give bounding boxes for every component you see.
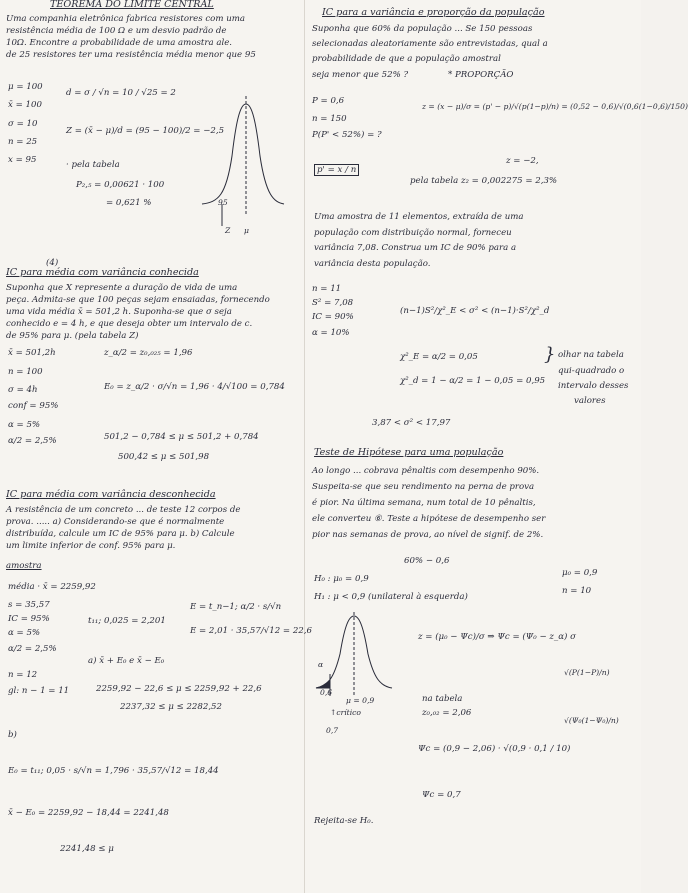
given-value: n = 12 [8,670,38,680]
problem-line: Ao longo ... cobrava pênaltis com desempenho 90%. [312,466,540,476]
formula: 2241,48 ≤ μ [60,844,114,854]
given-value: IC = 95% [8,614,50,624]
hypothesis-h0: H₀ : μ₀ = 0,9 [314,574,369,584]
section-title: IC para média com variância desconhecida [6,489,216,500]
graph-label: 0,6 [320,688,333,697]
problem-line: probabilidade de que a população amostral [312,54,501,64]
section-title: IC para a variância e proporção da população [322,7,545,18]
formula: √(P(1−P)/n) [564,668,610,677]
given-value: n = 10 [562,586,592,596]
proportion-tag: * PROPORÇÃO [448,70,514,80]
problem-line: seja menor que 52% ? [312,70,409,80]
given-value: n = 11 [312,284,342,294]
problem-line: prova. ..... a) Considerando-se que é normalmente [6,517,225,527]
problem-line: população com distribuição normal, forneceu [314,228,512,238]
problem-line: Suponha que X represente a duração de vida de uma [6,283,238,293]
formula: 2259,92 − 22,6 ≤ μ ≤ 2259,92 + 22,6 [96,684,262,694]
given-value: S² = 7,08 [312,298,354,308]
formula: Z = (x̄ − μ)/d = (95 − 100)/2 = −2,5 [66,126,225,136]
problem-line: distribuída, calcule um IC de 95% para μ. b) Calcule [6,529,235,539]
formula: χ²_d = 1 − α/2 = 1 − 0,05 = 0,95 [400,376,546,386]
problem-line: variância desta população. [314,259,431,269]
page-fold [304,0,305,893]
given-value: n = 100 [8,367,43,377]
given-value: n = 150 [312,114,347,124]
given-value: x = 95 [8,155,37,165]
title-tlc: TEOREMA DO LIMITE CENTRAL [50,0,214,10]
graph-label: μ [244,226,249,235]
given-value: α = 5% [8,628,41,638]
formula: 2237,32 ≤ μ ≤ 2282,52 [120,702,222,712]
given-value: α = 10% [312,328,350,338]
brace-note: intervalo desses [558,381,629,391]
problem-line: ele converteu ⑥. Teste a hipótese de desempenho ser [312,514,546,524]
formula: 3,87 < σ² < 17,97 [372,418,451,428]
problem-line: uma vida média x̄ = 501,2 h. Suponha-se que σ seja [6,307,232,317]
hypothesis-curve-sketch [314,604,394,700]
hypothesis-h1: H₁ : μ < 0,9 (unilateral à esquerda) [314,592,468,602]
brace-note: valores [574,396,606,406]
problem-line: peça. Admita-se que 100 peças sejam ensaiadas, fornecendo [6,295,270,305]
formula: E = 2,01 · 35,57/√12 = 22,6 [190,626,312,636]
formula: pela tabela z₂ = 0,002275 = 2,3% [410,176,558,186]
given-value: α/2 = 2,5% [8,644,57,654]
formula: 501,2 − 0,784 ≤ μ ≤ 501,2 + 0,784 [104,432,259,442]
given-value: σ = 10 [8,119,38,129]
formula: z₀,₀₂ = 2,06 [422,708,472,718]
problem-line: um limite inferior de conf. 95% para μ. [6,541,176,551]
given-value: x̄ = 100 [8,100,42,110]
given-value: α = 5% [8,420,41,430]
problem-line: Suspeita-se que seu rendimento na perna de prova [312,482,535,492]
section-title: IC para média com variância conhecida [6,267,199,278]
formula: 60% − 0,6 [404,556,450,566]
formula: 500,42 ≤ μ ≤ 501,98 [118,452,210,462]
intro-line: de 25 resistores ter uma resistência média menor que 95 [6,50,256,60]
conclusion: Rejeita-se H₀. [314,816,374,826]
problem-line: de 95% para μ. (pela tabela Z) [6,331,139,341]
formula: na tabela [422,694,463,704]
problem-line: selecionadas aleatoriamente são entrevistadas, qual a [312,39,548,49]
given-value: conf = 95% [8,401,59,411]
formula: d = σ / √n = 10 / √25 = 2 [66,88,176,98]
normal-curve-sketch [200,86,286,236]
graph-label: α [318,660,324,669]
problem-line: é pior. Na última semana, num total de 10 pênaltis, [312,498,536,508]
section-marker: (4) [46,258,59,268]
formula: E = t_n−1; α/2 · s/√n [190,602,282,612]
formula: E₀ = z_α/2 · σ/√n = 1,96 · 4/√100 = 0,784 [104,382,285,392]
problem-line: variância 7,08. Construa um IC de 90% para a [314,243,517,253]
problem-line: Uma amostra de 11 elementos, extraída de uma [314,212,524,222]
formula: t₁₁; 0,025 = 2,201 [88,616,166,626]
part-b-label: b) [8,730,17,740]
problem-line: A resistência de um concreto ... de teste 12 corpos de [6,505,241,515]
graph-label: 0,7 [326,726,339,735]
formula: = 0,621 % [106,198,152,208]
graph-label: ↑crítico [330,708,361,717]
brace-note: olhar na tabela [558,350,624,360]
formula: Ψc = (0,9 − 2,06) · √(0,9 · 0,1 / 10) [418,744,571,754]
given-value: IC = 90% [312,312,354,322]
amostra-label: amostra [6,561,42,571]
intro-line: 10Ω. Encontre a probabilidade de uma amostra ale. [6,38,233,48]
problem-line: Suponha que 60% da população ... Se 150 pessoas [312,24,533,34]
given-value: μ₀ = 0,9 [562,568,598,578]
given-value: n = 25 [8,137,38,147]
given-value: s = 35,57 [8,600,50,610]
given-value: σ = 4h [8,385,38,395]
problem-line: pior nas semanas de prova, ao nível de signif. de 2%. [312,530,544,540]
graph-label: 95 [218,198,228,207]
intro-line: Uma companhia eletrônica fabrica resistores com uma [6,14,246,24]
formula: E₀ = t₁₁; 0,05 · s/√n = 1,796 · 35,57/√12 = 18,44 [8,766,219,776]
formula: (n−1)S²/χ²_E < σ² < (n−1)·S²/χ²_d [400,306,550,316]
graph-label: Z [225,226,231,235]
formula: z = (x − μ)/σ = (p' − p)/√(p(1−p)/n) = (0,52 − 0,6)/√(0,6(1−0,6)/150) [422,102,688,111]
section-title: Teste de Hipótese para uma população [314,447,504,458]
formula: z = (μ₀ − Ψc)/σ ⇒ Ψc = (Ψ₀ − z_α) σ [418,632,576,642]
formula: x̄ − E₀ = 2259,92 − 18,44 = 2241,48 [8,808,169,818]
formula: χ²_E = α/2 = 0,05 [400,352,478,362]
given-value: α/2 = 2,5% [8,436,57,446]
given-value: gl: n − 1 = 11 [8,686,70,696]
formula-box: p' = x / n [314,164,359,176]
given-value: μ = 100 [8,82,43,92]
formula: a) x̄ + E₀ e x̄ − E₀ [88,656,165,666]
problem-line: conhecido e = 4 h, e que deseja obter um intervalo de c. [6,319,253,329]
graph-label: μ = 0,9 [346,696,375,705]
formula: · pela tabela [66,160,120,170]
given-value: P = 0,6 [312,96,345,106]
formula: √(Ψ₀(1−Ψ₀)/n) [564,716,619,725]
brace: } [544,344,556,365]
formula: z = −2, [506,156,539,166]
formula: z_α/2 = z₀,₀₂₅ = 1,96 [104,348,193,358]
intro-line: resistência média de 100 Ω e um desvio padrão de [6,26,227,36]
brace-note: qui-quadrado o [558,366,625,376]
given-value: média · x̄ = 2259,92 [8,582,96,592]
formula: P₂,₅ = 0,00621 · 100 [76,180,165,190]
formula: Ψc = 0,7 [422,790,461,800]
given-value: x̄ = 501,2h [8,348,56,358]
given-value: P(P' < 52%) = ? [312,130,382,140]
